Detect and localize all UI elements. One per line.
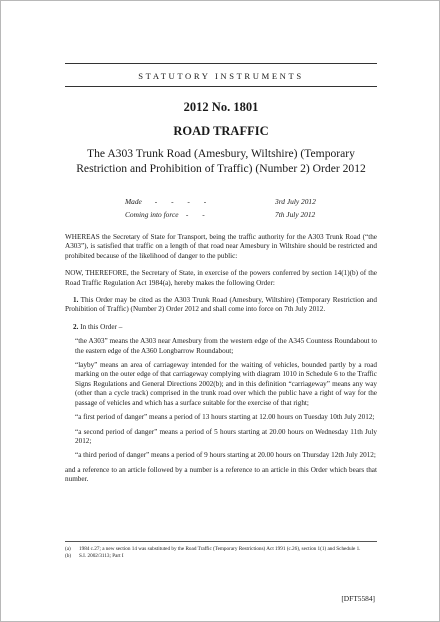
date-value: 3rd July 2012 (275, 197, 316, 206)
article-1 (65, 296, 377, 315)
dates-block (65, 197, 377, 223)
definition-second-period: “a second period of danger” means a period of 5 hours starting at 20.00 hours on Wednesday 11th July 2012; (75, 427, 377, 445)
article-number: 1. (73, 296, 79, 305)
footnote-text: 1984 c.27; a new section 14 was substituted by the Road Traffic (Temporary Restrictions) Act 1991 (c.26), section 1(1) and Schedule 1. (79, 546, 361, 552)
date-dots: - - - - (154, 197, 213, 206)
now-therefore-paragraph: NOW, THEREFORE, the Secretary of State, in exercise of the powers conferred by section 14(1)(b) of the Road Traffic Regulation Act 1984(a), hereby makes the following Order: (65, 269, 377, 287)
footnotes (65, 546, 377, 560)
footnote-tag: (a) (65, 546, 71, 552)
date-value: 7th July 2012 (275, 210, 316, 219)
document-reference: [DFT5584] (341, 594, 375, 603)
footnote (65, 553, 377, 560)
definition-third-period: “a third period of danger” means a period of 9 hours starting at 20.00 hours on Thursday 12th July 2012; (75, 451, 376, 460)
date-dots: - - (185, 210, 211, 219)
article-2 (65, 323, 377, 332)
definition-first-period: “a first period of danger” means a period of 13 hours starting at 12.00 hours on Tuesday 10th July 2012; (75, 413, 375, 422)
footnote-tag: (b) (65, 553, 72, 559)
date-label: Made (125, 197, 142, 206)
footnote-text: S.I. 2002/3113; Part I (79, 553, 124, 559)
date-row-made (65, 197, 377, 210)
article-number: 2. (73, 322, 79, 331)
order-body (65, 233, 377, 493)
date-row-coming-into-force (65, 210, 377, 223)
subject-heading: ROAD TRAFFIC (173, 124, 269, 138)
definition-a303: “the A303” means the A303 near Amesbury from the western edge of the A345 Countess Roundabout to the eastern edge of the A360 Longbarrow Roundabout; (75, 337, 377, 355)
definition-layby: “layby” means an area of carriageway intended for the waiting of vehicles, bounded partly by a road marking on the outer edge of that carriageway complying with diagram 1010 in Schedule 6 to the Traffic Signs Regulations and General Directions 2002(b); and in this definition “carriageway” means any way (other than a cycle track) comprised in the trunk road over which the public have a right of way for the passage of vehicles and which has a surface suitable for the exercise of that right; (75, 361, 377, 407)
article-2-closing: and a reference to an article followed by a number is a reference to an article in this Order which bears that number. (65, 465, 377, 484)
header-rule-bottom (65, 86, 377, 87)
date-label: Coming into force (125, 210, 179, 219)
series-header: STATUTORY INSTRUMENTS (138, 71, 304, 81)
instrument-number: 2012 No. 1801 (183, 100, 259, 114)
article-intro: In this Order – (80, 322, 123, 331)
footnote-rule (65, 541, 377, 542)
whereas-paragraph: WHEREAS the Secretary of State for Transport, being the traffic authority for the A303 Trunk Road (“the A303”), is satisfied that traffic on a length of that road near Amesbury in Wiltshire should be restricted and prohibited because of the likelihood of danger to the public: (65, 233, 377, 260)
header-rule-top (65, 63, 377, 64)
order-title: The A303 Trunk Road (Amesbury, Wiltshire) (Temporary Restriction and Prohibition of Traffic) (Number 2) Order 2012 (76, 147, 366, 175)
article-text: This Order may be cited as the A303 Trunk Road (Amesbury, Wiltshire) (Temporary Restriction and Prohibition of Traffic) (Number 2) Order 2012 and shall come into force on 7th July 2012. (65, 296, 377, 314)
footnote (65, 546, 377, 553)
